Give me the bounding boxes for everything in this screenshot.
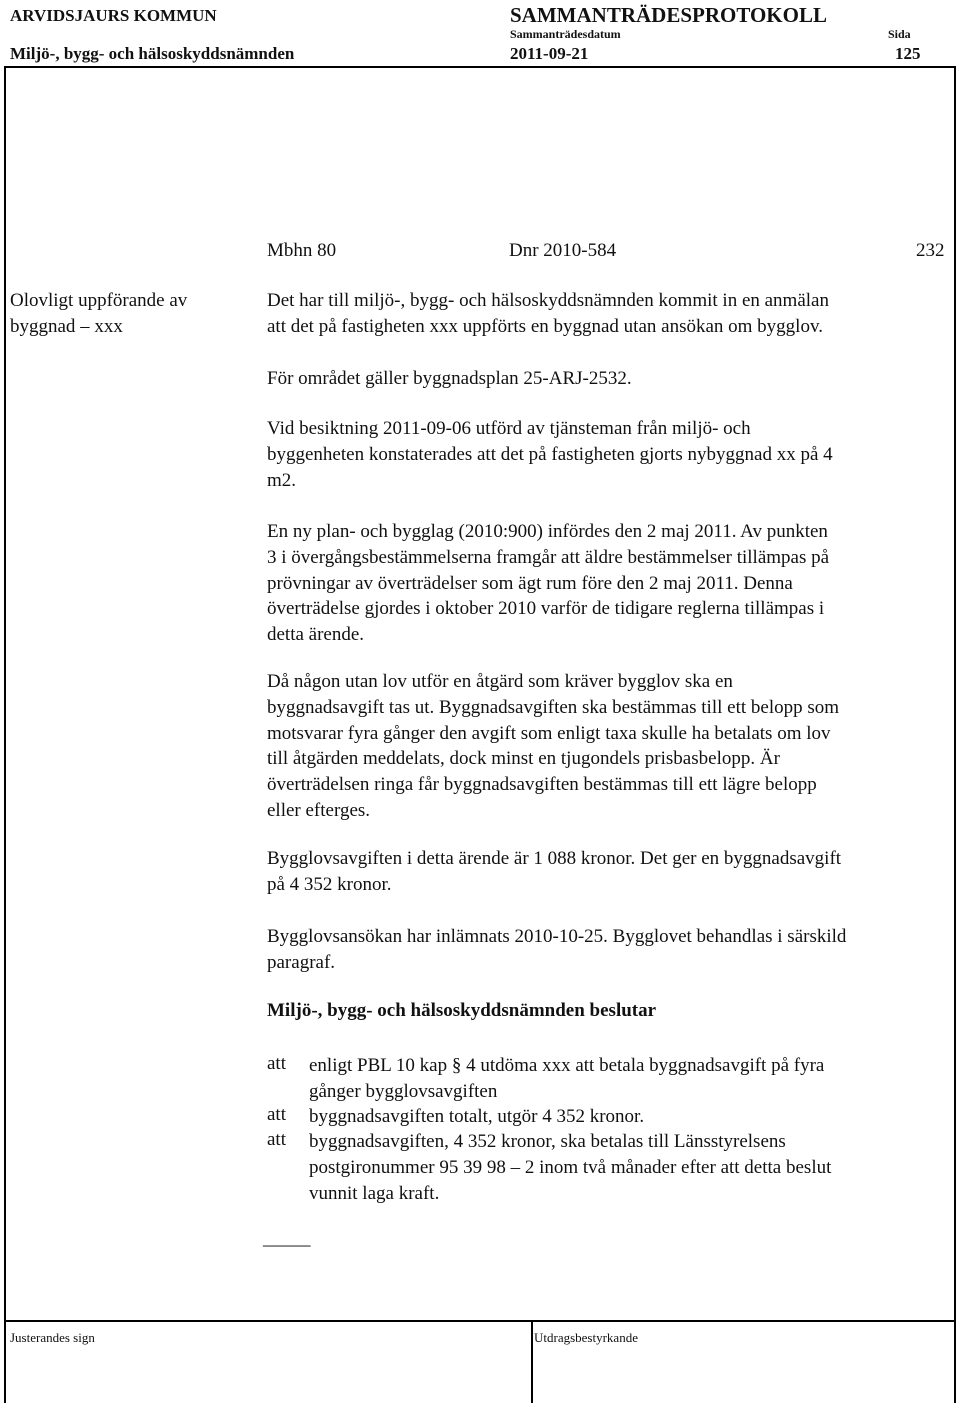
side-heading-line: Olovligt uppförande av — [10, 290, 188, 311]
text-line: gånger bygglovsavgiften — [309, 1080, 498, 1102]
paragraph-plan — [267, 366, 957, 392]
text-line: vunnit laga kraft. — [309, 1182, 440, 1204]
page-number: 125 — [895, 44, 921, 63]
footer-divider — [531, 1320, 533, 1403]
text-line: Det har till miljö-, bygg- och hälsoskyddsnämnden kommit in en anmälan — [267, 290, 829, 311]
text-line: till åtgärden meddelats, dock minst en tjugondels prisbasbelopp. Är — [267, 748, 780, 770]
text-line: på 4 352 kronor. — [267, 873, 392, 895]
text-line: En ny plan- och bygglag (2010:900) infördes den 2 maj 2011. Av punkten — [267, 521, 828, 542]
text-line: att det på fastigheten xxx uppförts en byggnad utan ansökan om bygglov. — [267, 315, 823, 337]
municipality-name: ARVIDSJAURS KOMMUN — [10, 6, 217, 25]
case-number: 232 — [916, 240, 945, 261]
text-line: överträdelsen ringa får byggnadsavgiften bestämmas till ett lägre belopp — [267, 774, 817, 796]
text-line: För området gäller byggnadsplan 25-ARJ-2532. — [267, 368, 632, 389]
frame-bottom-rule — [4, 1320, 956, 1322]
committee-name: Miljö-, bygg- och hälsoskyddsnämnden — [10, 44, 295, 63]
text-line: eller efterges. — [267, 799, 371, 821]
meeting-date: 2011-09-21 — [510, 44, 589, 63]
decision-item — [309, 1053, 824, 1105]
end-line: _____ — [263, 1228, 311, 1249]
decision-item — [309, 1129, 831, 1206]
frame-top-rule — [4, 66, 956, 68]
text-line: Bygglovsavgiften i detta ärende är 1 088 kronor. Det ger en byggnadsavgift — [267, 848, 842, 869]
decision-item-label: att — [267, 1104, 286, 1125]
text-line: m2. — [267, 469, 297, 491]
frame-left-rule — [4, 66, 6, 1403]
text-line: prövningar av överträdelser som ägt rum före den 2 maj 2011. Denna — [267, 572, 793, 594]
text-line: överträdelse gjordes i oktober 2010 varför de tidigare reglerna tillämpas i — [267, 598, 825, 620]
paragraph-fee-rules — [267, 669, 957, 824]
text-line: detta ärende. — [267, 624, 365, 646]
text-line: motsvarar fyra gånger den avgift som enligt taxa skulle ha betalats om lov — [267, 722, 831, 744]
decision-item-label: att — [267, 1053, 286, 1074]
footer-justerandes-sign: Justerandes sign — [10, 1330, 95, 1345]
date-label: Sammanträdesdatum — [510, 27, 621, 41]
text-line: Då någon utan lov utför en åtgärd som kräver bygglov ska en — [267, 671, 733, 692]
document-type: SAMMANTRÄDESPROTOKOLL — [510, 3, 827, 27]
paragraph-complaint — [267, 288, 957, 340]
text-line: byggnadsavgiften totalt, utgör 4 352 kronor. — [309, 1106, 645, 1127]
text-line: paragraf. — [267, 951, 336, 973]
text-line: byggnadsavgiften, 4 352 kronor, ska betalas till Länsstyrelsens — [309, 1131, 786, 1152]
paragraph-new-law — [267, 519, 957, 648]
side-heading-line: byggnad ⎯ xxx — [10, 315, 123, 337]
case-dnr: Dnr 2010-584 — [509, 240, 617, 261]
text-line: Bygglovsansökan har inlämnats 2010-10-25. Bygglovet behandlas i särskild — [267, 926, 847, 947]
text-line: byggenheten konstaterades att det på fastigheten gjorts nybyggnad xx på 4 — [267, 443, 833, 465]
text-line: Vid besiktning 2011-09-06 utförd av tjänsteman från miljö- och — [267, 418, 751, 439]
side-heading — [10, 288, 187, 340]
decision-heading: Miljö-, bygg- och hälsoskyddsnämnden beslutar — [267, 1000, 657, 1021]
text-line: postgironummer 95 39 98 – 2 inom två månader efter att detta beslut — [309, 1156, 832, 1178]
footer-utdragsbestyrkande: Utdragsbestyrkande — [534, 1330, 638, 1345]
decision-item — [309, 1104, 644, 1130]
decision-item-label: att — [267, 1129, 286, 1150]
text-line: enligt PBL 10 kap § 4 utdöma xxx att betala byggnadsavgift på fyra — [309, 1055, 825, 1076]
case-mbhn: Mbhn 80 — [267, 240, 337, 261]
page-label: Sida — [888, 27, 911, 41]
text-line: byggnadsavgift tas ut. Byggnadsavgiften ska bestämmas till ett belopp som — [267, 696, 840, 718]
text-line: 3 i övergångsbestämmelserna framgår att äldre bestämmelser tillämpas på — [267, 546, 830, 568]
paragraph-application — [267, 924, 957, 976]
paragraph-inspection — [267, 416, 957, 493]
paragraph-fee-amount — [267, 846, 957, 898]
